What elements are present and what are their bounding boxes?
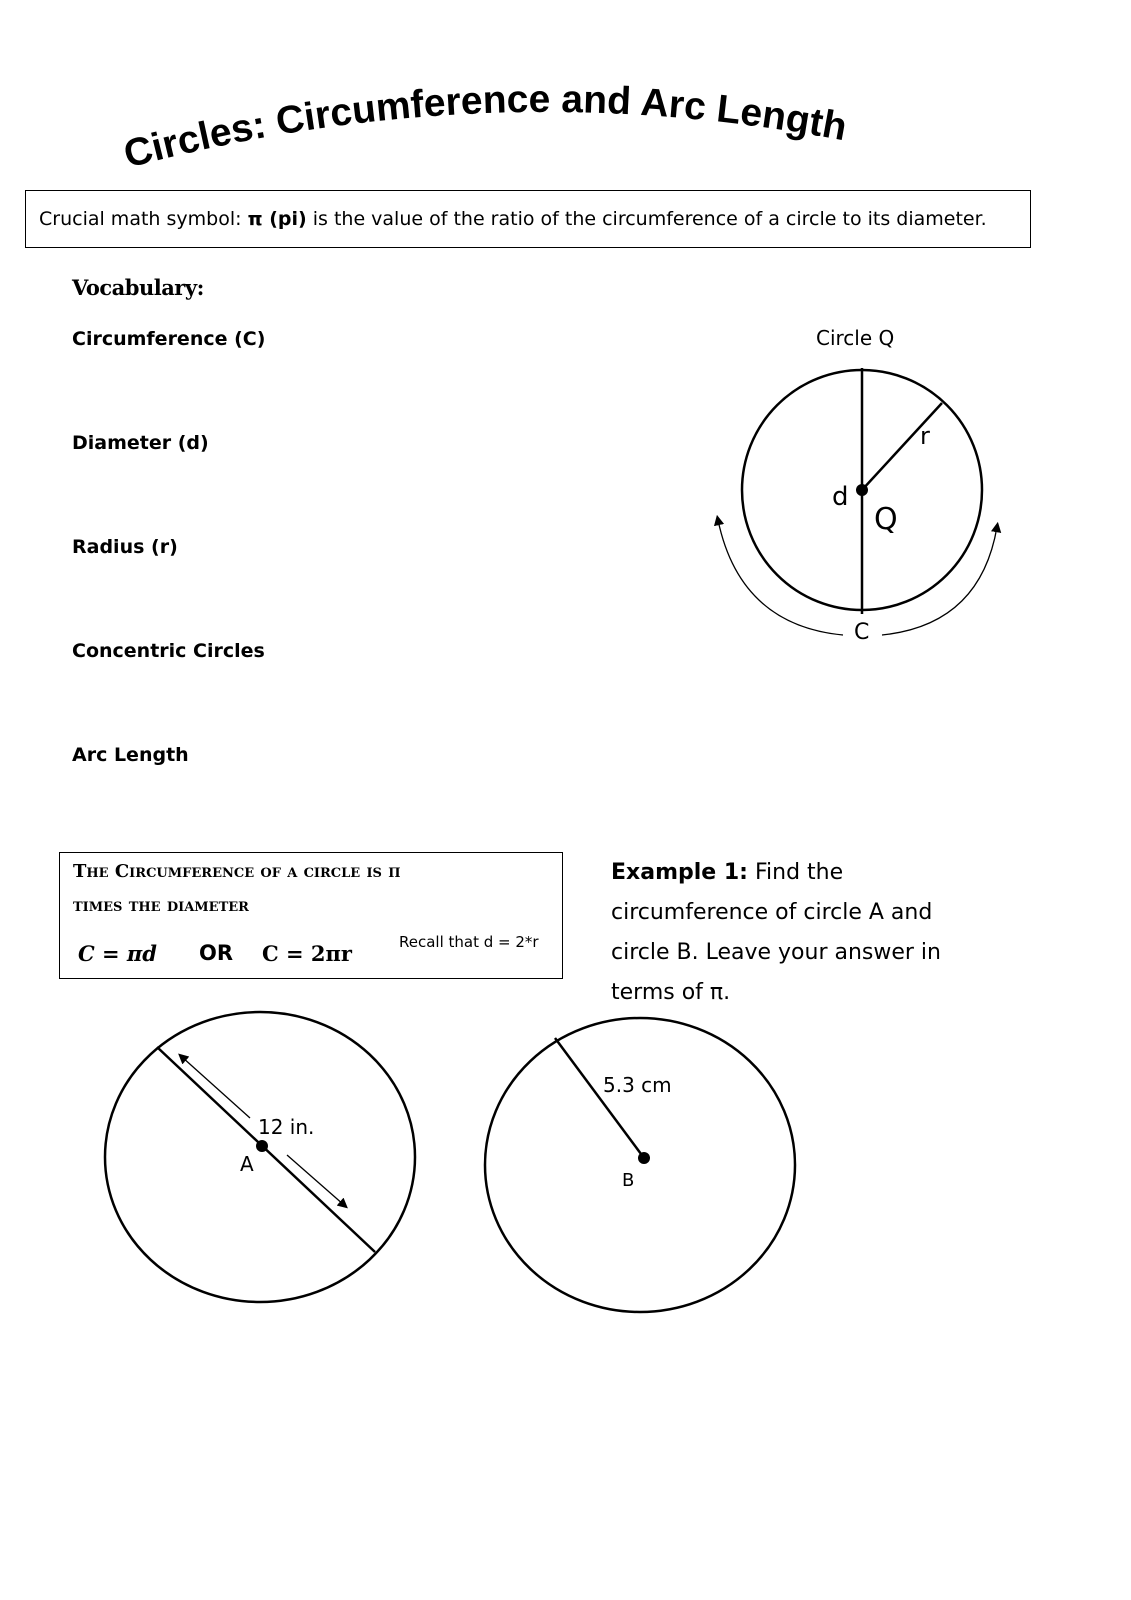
vocab-term: Radius (r) (72, 536, 178, 558)
vocab-term: Circumference (C) (72, 328, 266, 350)
circle-a-label: A (240, 1152, 254, 1176)
example-line (611, 860, 843, 885)
pi-text: is the value of the ratio of the circumference of a circle to its diameter. (312, 208, 987, 230)
diameter-label: d (832, 482, 849, 512)
formula-c-2-pi-r: C = 2πr (262, 941, 352, 966)
formula-or: OR (199, 941, 234, 965)
circle-b-measure: 5.3 cm (603, 1073, 672, 1097)
vocabulary-heading: Vocabulary: (72, 275, 204, 300)
circle-q-title: Circle Q (816, 326, 895, 350)
formula-c-pi-d: C = πd (78, 941, 157, 966)
example-text: circle B. Leave your answer in (611, 940, 941, 965)
formula-line1: The Circumference of a circle is π (73, 861, 401, 882)
pi-definition-box (25, 190, 1031, 248)
recall-note: Recall that d = 2*r (399, 933, 539, 951)
radius-label: r (920, 422, 930, 450)
vocab-term: Arc Length (72, 744, 189, 766)
example-text: Find the (754, 860, 844, 885)
example-circles (0, 1000, 1131, 1330)
circle-b-label: B (622, 1170, 635, 1191)
vocab-term: Concentric Circles (72, 640, 265, 662)
circumference-label: C (854, 620, 870, 645)
formula-line2: times the diameter (73, 895, 249, 916)
center-label: Q (874, 502, 898, 537)
circle-a (105, 1012, 415, 1302)
radius-line (862, 403, 942, 490)
arrow-up (182, 1057, 250, 1118)
example-label: Example 1: (611, 860, 748, 885)
vocab-term: Diameter (d) (72, 432, 209, 454)
circle-b-radius (555, 1038, 644, 1158)
circle-b-center (638, 1152, 650, 1164)
example-text: terms of π. (611, 980, 731, 1005)
circle-a-center (256, 1140, 268, 1152)
pi-symbol: π (pi) (247, 208, 307, 230)
center-point (856, 484, 868, 496)
circle-a-measure: 12 in. (258, 1115, 315, 1139)
title-arc (0, 0, 1131, 200)
pi-label: Crucial math symbol: (39, 208, 242, 230)
circle-q-diagram (700, 355, 1020, 655)
example-text: circumference of circle A and (611, 900, 933, 925)
page-title-text: Circles: Circumference and Arc Length (119, 77, 851, 177)
circle-b (485, 1018, 795, 1312)
page-title (119, 78, 850, 177)
formula-box (59, 852, 563, 979)
